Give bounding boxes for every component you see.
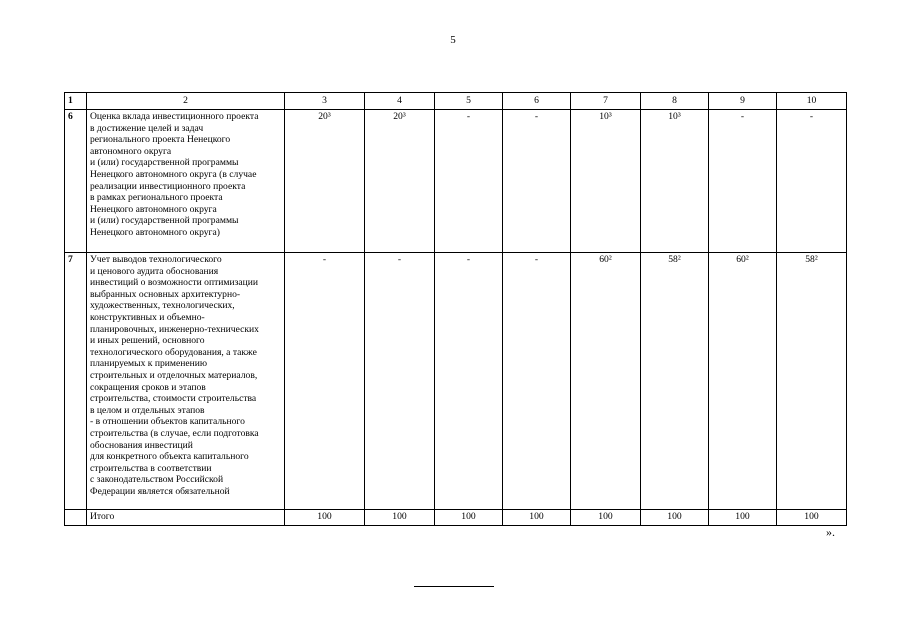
value-cell: - <box>435 110 503 253</box>
value-cell: 10³ <box>571 110 641 253</box>
closing-quote-mark: ». <box>826 525 835 539</box>
value-cell: - <box>503 110 571 253</box>
value-cell: 20³ <box>285 110 365 253</box>
header-cell: 7 <box>571 93 641 110</box>
indicator-table <box>64 92 847 526</box>
header-cell: 2 <box>87 93 285 110</box>
total-row <box>65 510 847 526</box>
total-value-cell: 100 <box>503 510 571 526</box>
value-cell: - <box>365 253 435 510</box>
total-label: Итого <box>87 510 285 526</box>
row-description: Учет выводов технологического и ценового аудита обоснования инвестиций о возможности оптимизации выбранных основных архитектурно- художественных, технологических, конструктивных и объемно- планировочных, инженерно-технических и иных решений, основного технологического оборудования, а также планируемых к применению строительных и отделочных материалов, сокращения сроков и этапов строительства, стоимости строительства в целом и отдельных этапов - в отношении объектов капитального строительства (в случае, если подготовка обоснования инвестиций для конкретного объекта капитального строительства в соответствии с законодательством Российской Федерации является обязательной <box>87 253 285 510</box>
page-number: 5 <box>450 34 456 46</box>
total-value-cell: 100 <box>365 510 435 526</box>
row-number <box>65 510 87 526</box>
value-cell: 58² <box>777 253 847 510</box>
header-cell: 6 <box>503 93 571 110</box>
value-cell: - <box>503 253 571 510</box>
header-cell: 5 <box>435 93 503 110</box>
value-cell: - <box>709 110 777 253</box>
value-cell: 10³ <box>641 110 709 253</box>
value-cell: 60² <box>571 253 641 510</box>
header-cell: 1 <box>65 93 87 110</box>
value-cell: 58² <box>641 253 709 510</box>
header-cell: 8 <box>641 93 709 110</box>
value-cell: - <box>285 253 365 510</box>
total-value-cell: 100 <box>709 510 777 526</box>
footnote-separator-line <box>414 586 494 587</box>
total-value-cell: 100 <box>777 510 847 526</box>
value-cell: - <box>435 253 503 510</box>
value-cell: 60² <box>709 253 777 510</box>
header-cell: 4 <box>365 93 435 110</box>
row-number: 7 <box>65 253 87 510</box>
total-value-cell: 100 <box>285 510 365 526</box>
table-header-row <box>65 93 847 110</box>
total-value-cell: 100 <box>571 510 641 526</box>
table-row <box>65 110 847 253</box>
value-cell: 20³ <box>365 110 435 253</box>
value-cell: - <box>777 110 847 253</box>
row-description: Оценка вклада инвестиционного проекта в достижение целей и задач регионального проекта Ненецкого автономного округа и (или) государственной программы Ненецкого автономного округа (в случае реализации инвестиционного проекта в рамках регионального проекта Ненецкого автономного округа и (или) государственной программы Ненецкого автономного округа) <box>87 110 285 253</box>
total-value-cell: 100 <box>435 510 503 526</box>
header-cell: 10 <box>777 93 847 110</box>
row-number: 6 <box>65 110 87 253</box>
header-cell: 9 <box>709 93 777 110</box>
table-row <box>65 253 847 510</box>
total-value-cell: 100 <box>641 510 709 526</box>
header-cell: 3 <box>285 93 365 110</box>
